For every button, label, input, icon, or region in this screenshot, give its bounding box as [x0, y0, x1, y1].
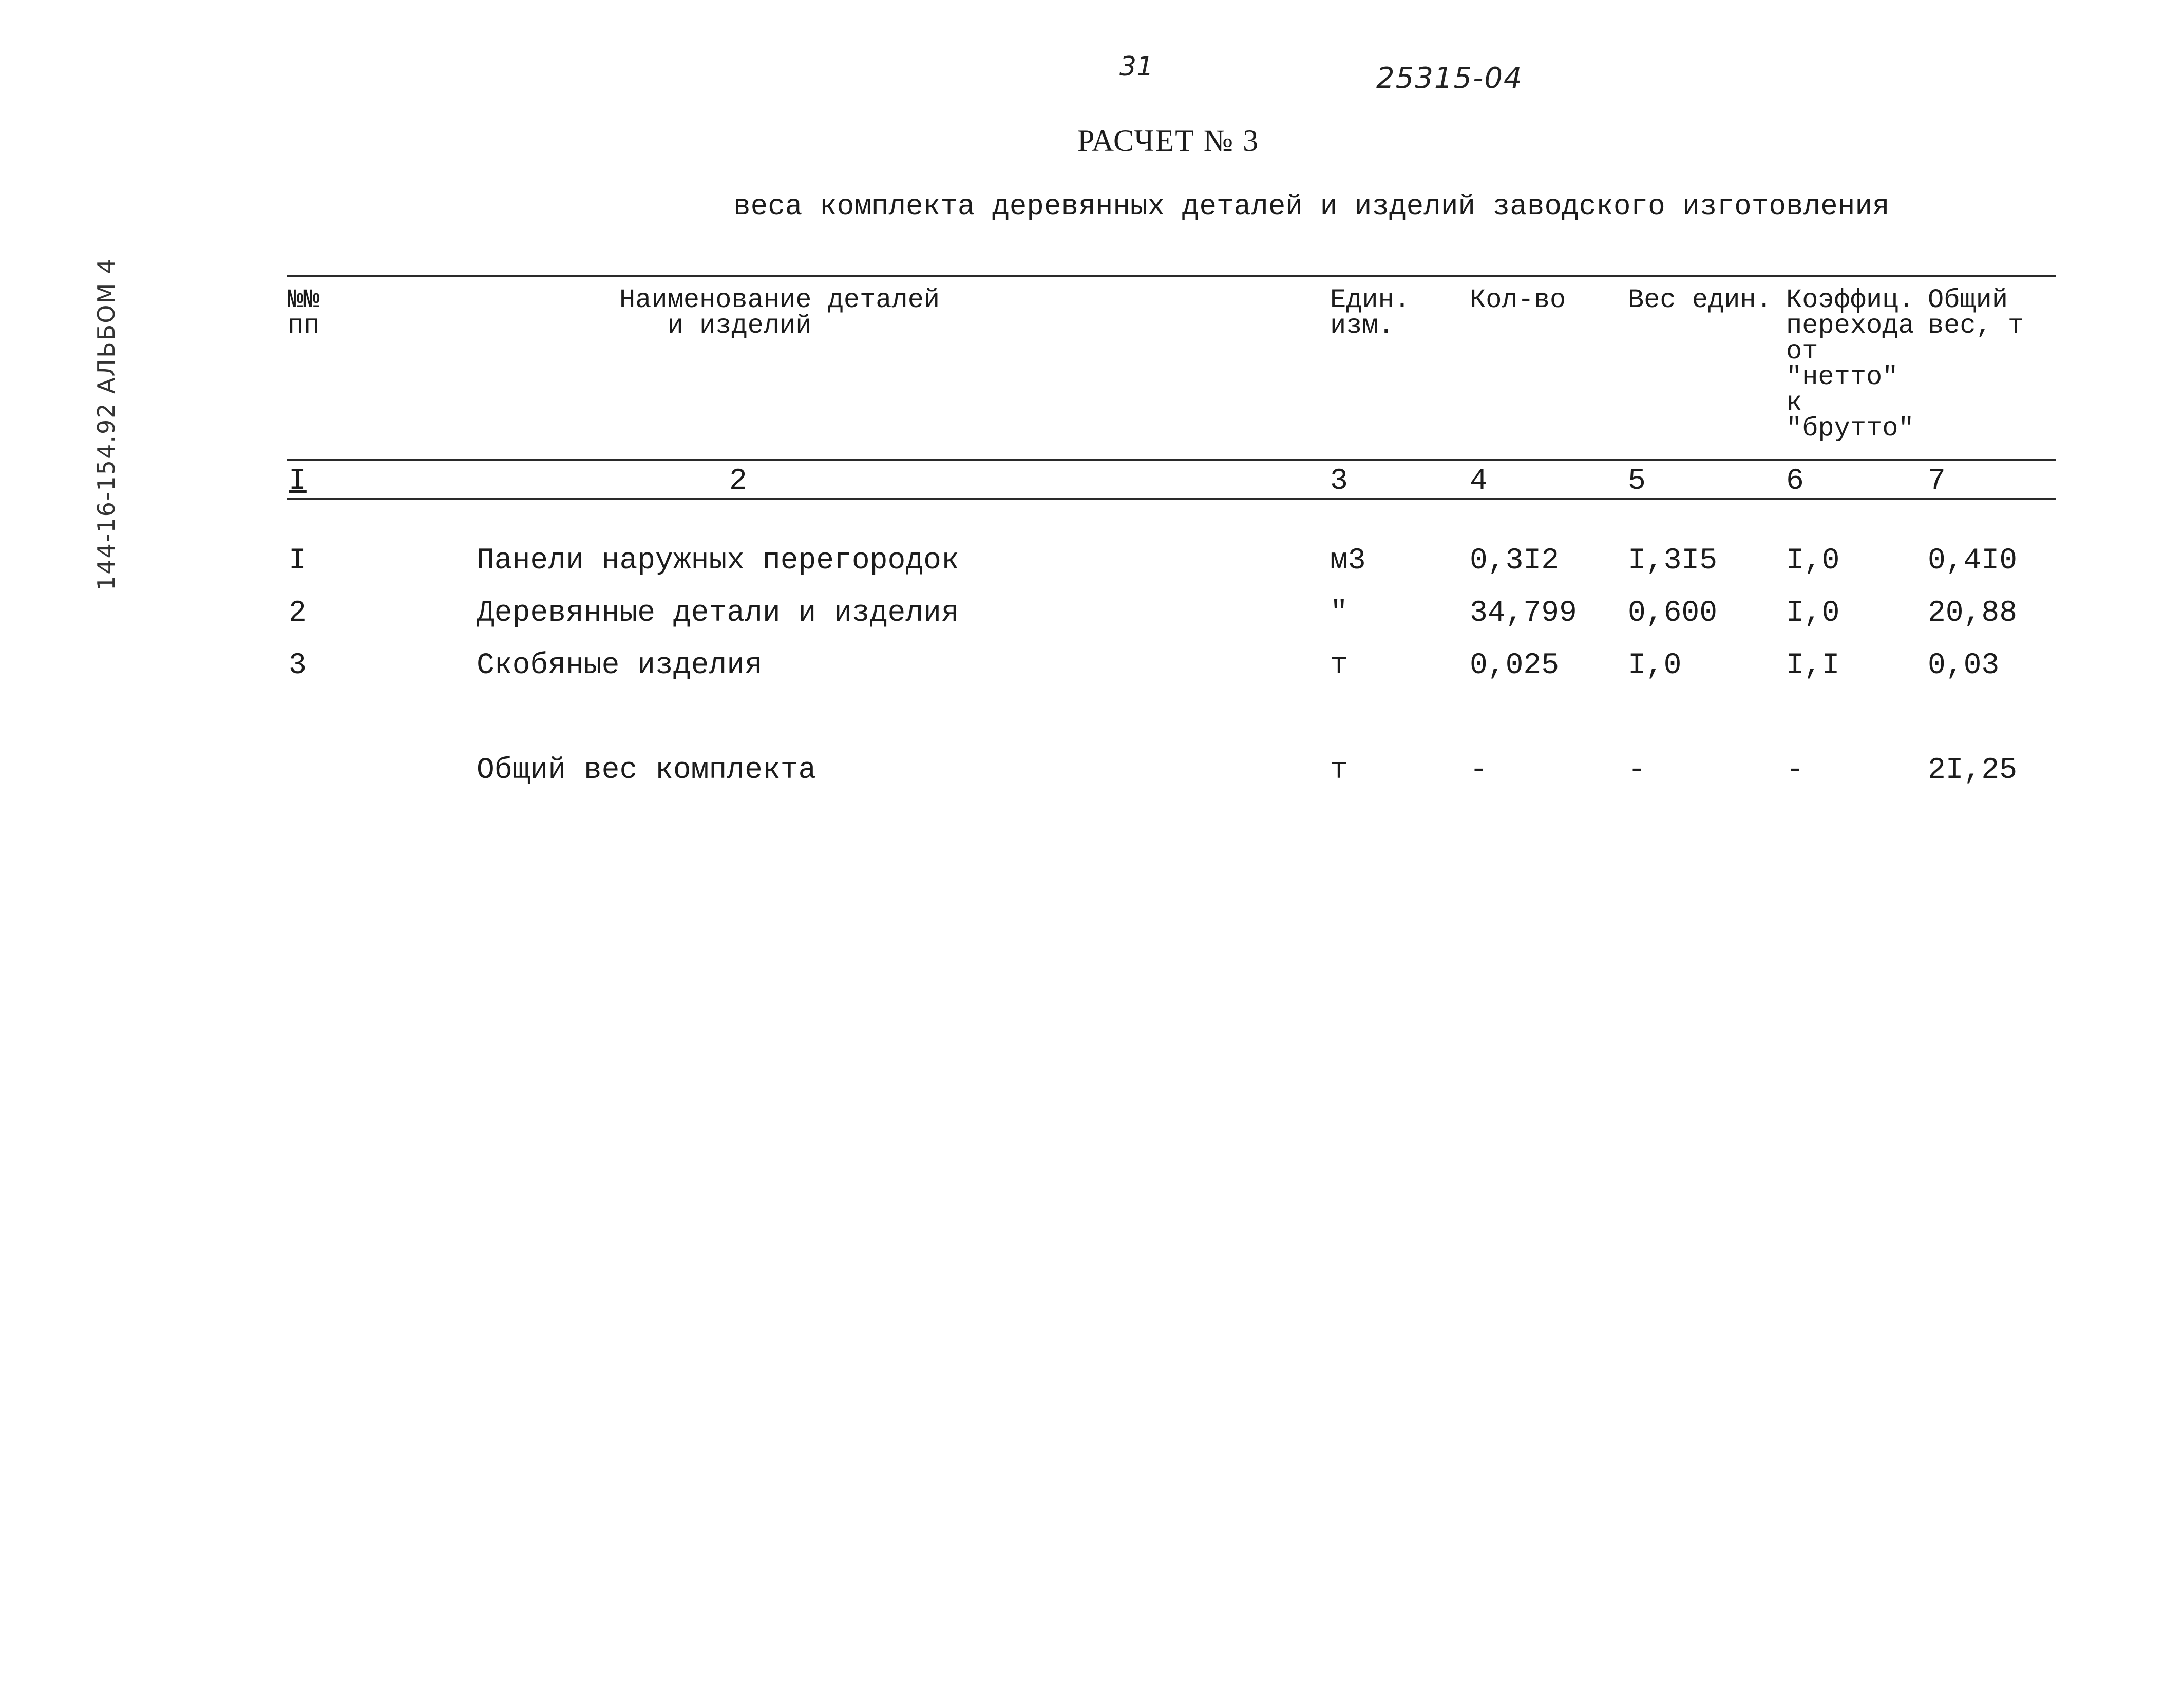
- header-col-coefficient: Коэффиц. перехода от "нетто" к "брутто": [1786, 285, 1914, 444]
- row-name: Скобяные изделия: [477, 649, 763, 682]
- row-unit: ": [1330, 597, 1348, 630]
- row-num: 2: [289, 597, 307, 630]
- page-subtitle: веса комплекта деревянных деталей и изделий заводского изготовления: [733, 190, 1890, 223]
- total-weight: 2I,25: [1928, 754, 2018, 787]
- column-number: 3: [1330, 465, 1348, 498]
- row-coefficient: I,0: [1786, 544, 1840, 578]
- row-unit-weight: I,3I5: [1628, 544, 1718, 578]
- page-number: 31: [1119, 51, 1154, 82]
- total-unit-weight: -: [1628, 754, 1646, 787]
- row-unit: т: [1330, 649, 1348, 682]
- total-qty: -: [1470, 754, 1488, 787]
- total-coefficient: -: [1786, 754, 1804, 787]
- side-album-label: 144-16-154.92 АЛЬБОМ 4: [92, 257, 120, 590]
- document-code: 25315-04: [1376, 62, 1523, 95]
- total-unit: т: [1330, 754, 1348, 787]
- row-coefficient: I,0: [1786, 597, 1840, 630]
- row-unit: м3: [1330, 544, 1366, 578]
- column-number: 5: [1628, 465, 1646, 498]
- header-col-total: Общий вес, т: [1928, 285, 2024, 341]
- page-title: РАСЧЕТ № 3: [1077, 124, 1260, 158]
- column-number: 7: [1928, 465, 1946, 498]
- row-name: Деревянные детали и изделия: [477, 597, 959, 630]
- column-number: I: [289, 465, 307, 498]
- header-col-unit-weight: Вес един.: [1628, 285, 1772, 315]
- row-total: 0,03: [1928, 649, 2000, 682]
- row-qty: 0,3I2: [1470, 544, 1560, 578]
- row-name: Панели наружных перегородок: [477, 544, 959, 578]
- header-col-unit: Един. изм.: [1330, 285, 1411, 341]
- total-label: Общий вес комплекта: [477, 754, 816, 787]
- row-total: 0,4I0: [1928, 544, 2018, 578]
- row-num: I: [289, 544, 307, 578]
- row-qty: 34,799: [1470, 597, 1577, 630]
- row-unit-weight: 0,600: [1628, 597, 1718, 630]
- column-number: 2: [729, 465, 747, 498]
- row-unit-weight: I,0: [1628, 649, 1682, 682]
- header-col-name: Наименование деталей и изделий: [619, 285, 940, 341]
- column-number: 4: [1470, 465, 1488, 498]
- row-qty: 0,025: [1470, 649, 1560, 682]
- table-top-rule: [287, 275, 2056, 277]
- row-total: 20,88: [1928, 597, 2018, 630]
- row-num: 3: [289, 649, 307, 682]
- row-coefficient: I,I: [1786, 649, 1840, 682]
- column-number: 6: [1786, 465, 1804, 498]
- header-bottom-rule: [287, 459, 2056, 461]
- header-col-num: №№ пп: [288, 285, 320, 341]
- header-col-qty: Кол-во: [1470, 285, 1566, 315]
